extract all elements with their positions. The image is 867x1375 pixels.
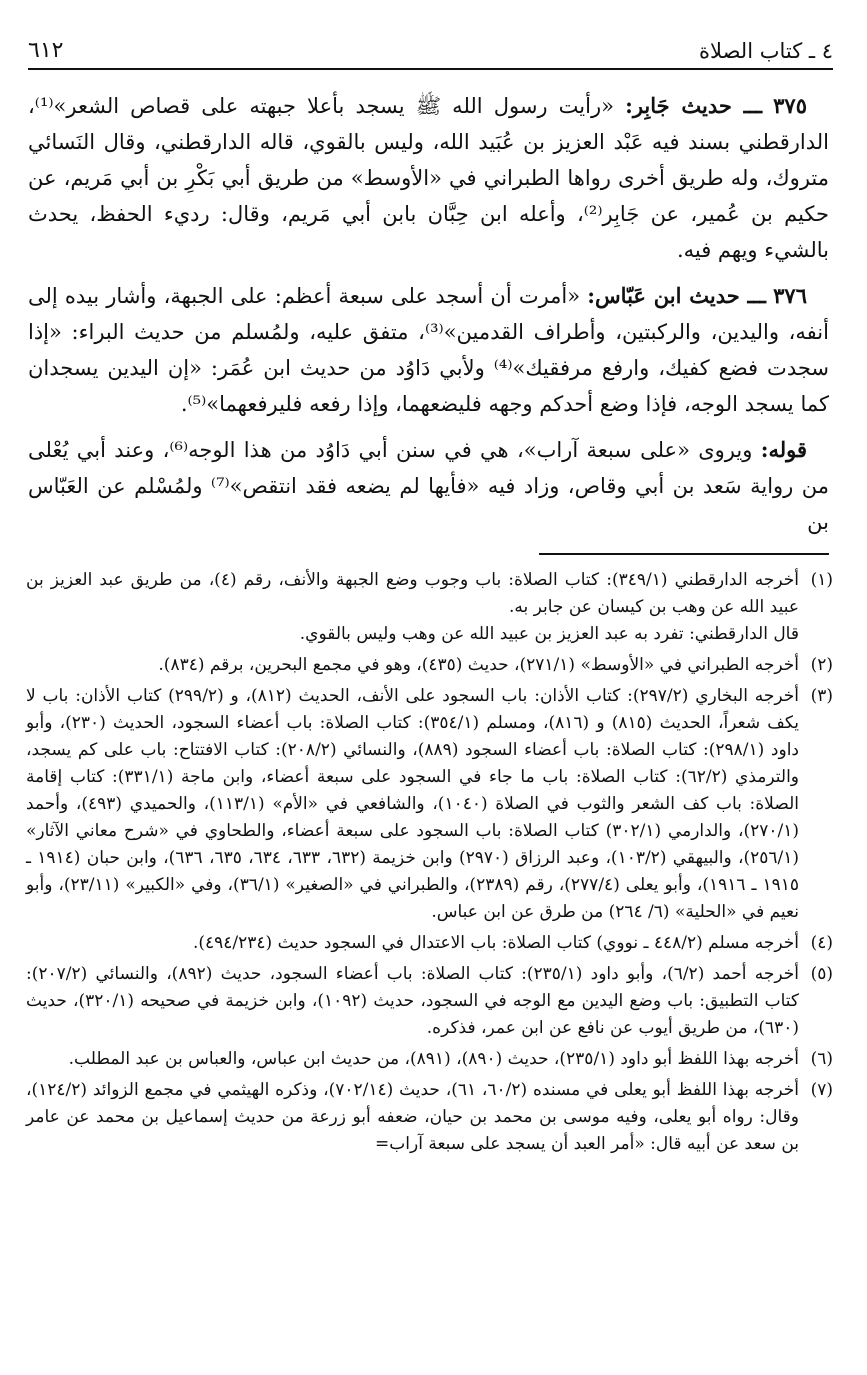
footnote-text <box>26 567 799 648</box>
footnote-line: أخرجه الطبراني في «الأوسط» (٢٧١/١)، حديث (٤٣٥)، وهو في مجمع البحرين، برقم (٨٣٤). <box>158 655 799 675</box>
paragraph-376 <box>28 278 829 422</box>
footnote-separator <box>539 553 829 555</box>
footnote-mark: (١) <box>810 570 833 590</box>
page-number: ٦١٢ <box>28 38 64 63</box>
footnote-text <box>26 930 799 957</box>
footnote-mark: (٥) <box>810 964 833 984</box>
page-header <box>28 34 833 70</box>
main-text <box>28 88 829 550</box>
footnote-text <box>26 961 799 1042</box>
hadith-lead: ـــ حديث جَابِر: <box>625 93 763 118</box>
paragraph-comment <box>28 432 829 540</box>
footnote-line: قال الدارقطني: تفرد به عبد العزيز بن عبيد الله عن وهب وليس بالقوي. <box>299 624 799 644</box>
footnote-line: أخرجه البخاري (٢٩٧/٢): كتاب الأذان: باب السجود على الأنف، الحديث (٨١٢)، و (٢٩٩/٢) كتاب الأذان: باب لا يكف شعراً، الحديث (٨١٥) و (٨١٦)، ومسلم (٣٥٤/١): كتاب الصلاة: باب أعضاء السجود، الحديث (٢٣٠)، وأبو داود (٢٩٨/١): كتاب الصلاة: باب أعضاء السجود (٨٨٩)، والنسائي (٢٠٨/٢): كتاب الافتتاح: باب على كم يسجد، والترمذي (٦٢/٢): كتاب الصلاة: باب ما جاء في السجود على سبعة أعضاء، وابن ماجة (٣٣١/١): كتاب إقامة الصلاة: باب كف الشعر والثوب في الصلاة (١٠٤٠)، والشافعي في «الأم» (١١٣/١)، والحميدي (٤٩٣)، وأحمد (٢٧٠/١)، والدارمي (٣٠٢/١) كتاب الصلاة: باب السجود على سبعة أعضاء، والطحاوي في «شرح معاني الآثار» (٢٥٦/١)، والبيهقي (١٠٣/٢)، وعبد الرزاق (٢٩٧٠) وابن خزيمة (٦٣٢، ٦٣٣، ٦٣٤، ٦٣٥، ٦٣٦)، وابن حبان (١٩١٤ ـ ١٩١٥ ـ ١٩١٦)، وأبو يعلى (٢٧٧/٤)، رقم (٢٣٨٩)، والطبراني في «الصغير» (٣٦/١)، وفي «الكبير» (٢٣/١١)، وأبو نعيم في «الحلية» (٦/ ٢٦٤) من طرق عن ابن عباس. <box>26 686 800 922</box>
footnote-7 <box>26 1077 833 1158</box>
footnote-line: أخرجه مسلم (٤٤٨/٢ ـ نووي) كتاب الصلاة: باب الاعتدال في السجود حديث (٤٩٤/٢٣٤). <box>192 933 799 953</box>
footnotes <box>26 567 833 1162</box>
footnote-mark: (٢) <box>810 655 833 675</box>
footnote-text <box>26 1046 799 1073</box>
footnote-mark: (٧) <box>810 1080 833 1100</box>
paragraph-text: «أمرت أن أسجد على سبعة أعظم: على الجبهة، وأشار بيده إلى أنفه، واليدين، والركبتين، وأطراف القدمين»⁽³⁾، متفق عليه، ولمُسلم من حديث البراء: «إذا سجدت فضع كفيك، وارفع مرفقيك»⁽⁴⁾ ولأبي دَاوُد من حديث ابن عُمَر: «إن اليدين يسجدان كما يسجد الوجه، فإذا وضع أحدكم وجهه فليضعهما، وإذا رفعه فليرفعهما»⁽⁵⁾. <box>28 284 830 416</box>
footnote-mark: (٦) <box>810 1049 833 1069</box>
footnote-4 <box>26 930 833 957</box>
footnote-1 <box>26 567 833 648</box>
comment-lead: قوله: <box>760 437 807 462</box>
footnote-line: أخرجه أحمد (٦/٢)، وأبو داود (٢٣٥/١): كتاب الصلاة: باب أعضاء السجود، حديث (٨٩٢)، والنسائي (٢٠٧/٢): كتاب التطبيق: باب وضع اليدين مع الوجه في السجود، حديث (١٠٩٢)، وابن خزيمة في صحيحه (٣٢٠/١)، حديث (٦٣٠)، من طريق أيوب عن نافع عن ابن عمر، فذكره. <box>26 964 799 1038</box>
footnote-line: أخرجه بهذا اللفظ أبو داود (٢٣٥/١)، حديث (٨٩٠)، (٨٩١)، من حديث ابن عباس، والعباس بن عبد المطلب. <box>68 1049 799 1069</box>
footnote-line: أخرجه بهذا اللفظ أبو يعلى في مسنده (٦٠/٢، ٦١)، حديث (٧٠٢/١٤)، وذكره الهيثمي في مجمع الزوائد (١٢٤/٢)، وقال: رواه أبو يعلى، وفيه موسى بن محمد بن حيان، ضعفه أبو زرعة من حديث إسماعيل بن محمد عن عامر بن سعد عن أبيه قال: «أمر العبد أن يسجد على سبعة آراب= <box>26 1080 800 1154</box>
paragraph-375 <box>28 88 829 268</box>
hadith-number: ٣٧٥ <box>773 93 807 118</box>
chapter-title: ٤ ـ كتاب الصلاة <box>699 39 833 63</box>
footnote-5 <box>26 961 833 1042</box>
footnote-text <box>26 652 799 679</box>
footnote-mark: (٣) <box>810 686 833 706</box>
footnote-line: أخرجه الدارقطني (٣٤٩/١): كتاب الصلاة: باب وجوب وضع الجبهة والأنف، رقم (٤)، من طريق عبد العزيز بن عبيد الله عن وهب بن كيسان عن جابر به. <box>26 570 799 617</box>
footnote-2 <box>26 652 833 679</box>
footnote-text <box>26 1077 799 1158</box>
hadith-number: ٣٧٦ <box>773 283 807 308</box>
footnote-text <box>26 683 799 926</box>
footnote-3 <box>26 683 833 926</box>
footnote-mark: (٤) <box>810 933 833 953</box>
paragraph-text: ويروى «على سبعة آراب»، هي في سنن أبي دَاوُد من هذا الوجه⁽⁶⁾، وعند أبي يُعْلى من رواية سَعد بن أبي وقاص، وزاد فيه «فأيها لم يضعه فقد انتقص»⁽⁷⁾ ولمُسْلم عن العَبّاس بن <box>28 438 829 534</box>
footnote-6 <box>26 1046 833 1073</box>
paragraph-text: «رأيت رسول الله ﷺ يسجد بأعلا جبهته على قصاص الشعر»⁽¹⁾، الدارقطني بسند فيه عَبْد العزيز بن عُبَيد الله، وليس بالقوي، قاله الدارقطني، وقال النَسائي متروك، وله طريق أخرى رواها الطبراني في «الأوسط» من طريق أبي بَكْرِ بن أبي مَريم، عن حكيم بن عُمير، عن جَابِر⁽²⁾، وأعله ابن حِبَّان بابن أبي مَريم، وقال: رديء الحفظ، يحدث بالشيء ويهم فيه. <box>28 94 829 262</box>
hadith-lead: ـــ حديث ابن عَبّاس: <box>587 283 766 308</box>
